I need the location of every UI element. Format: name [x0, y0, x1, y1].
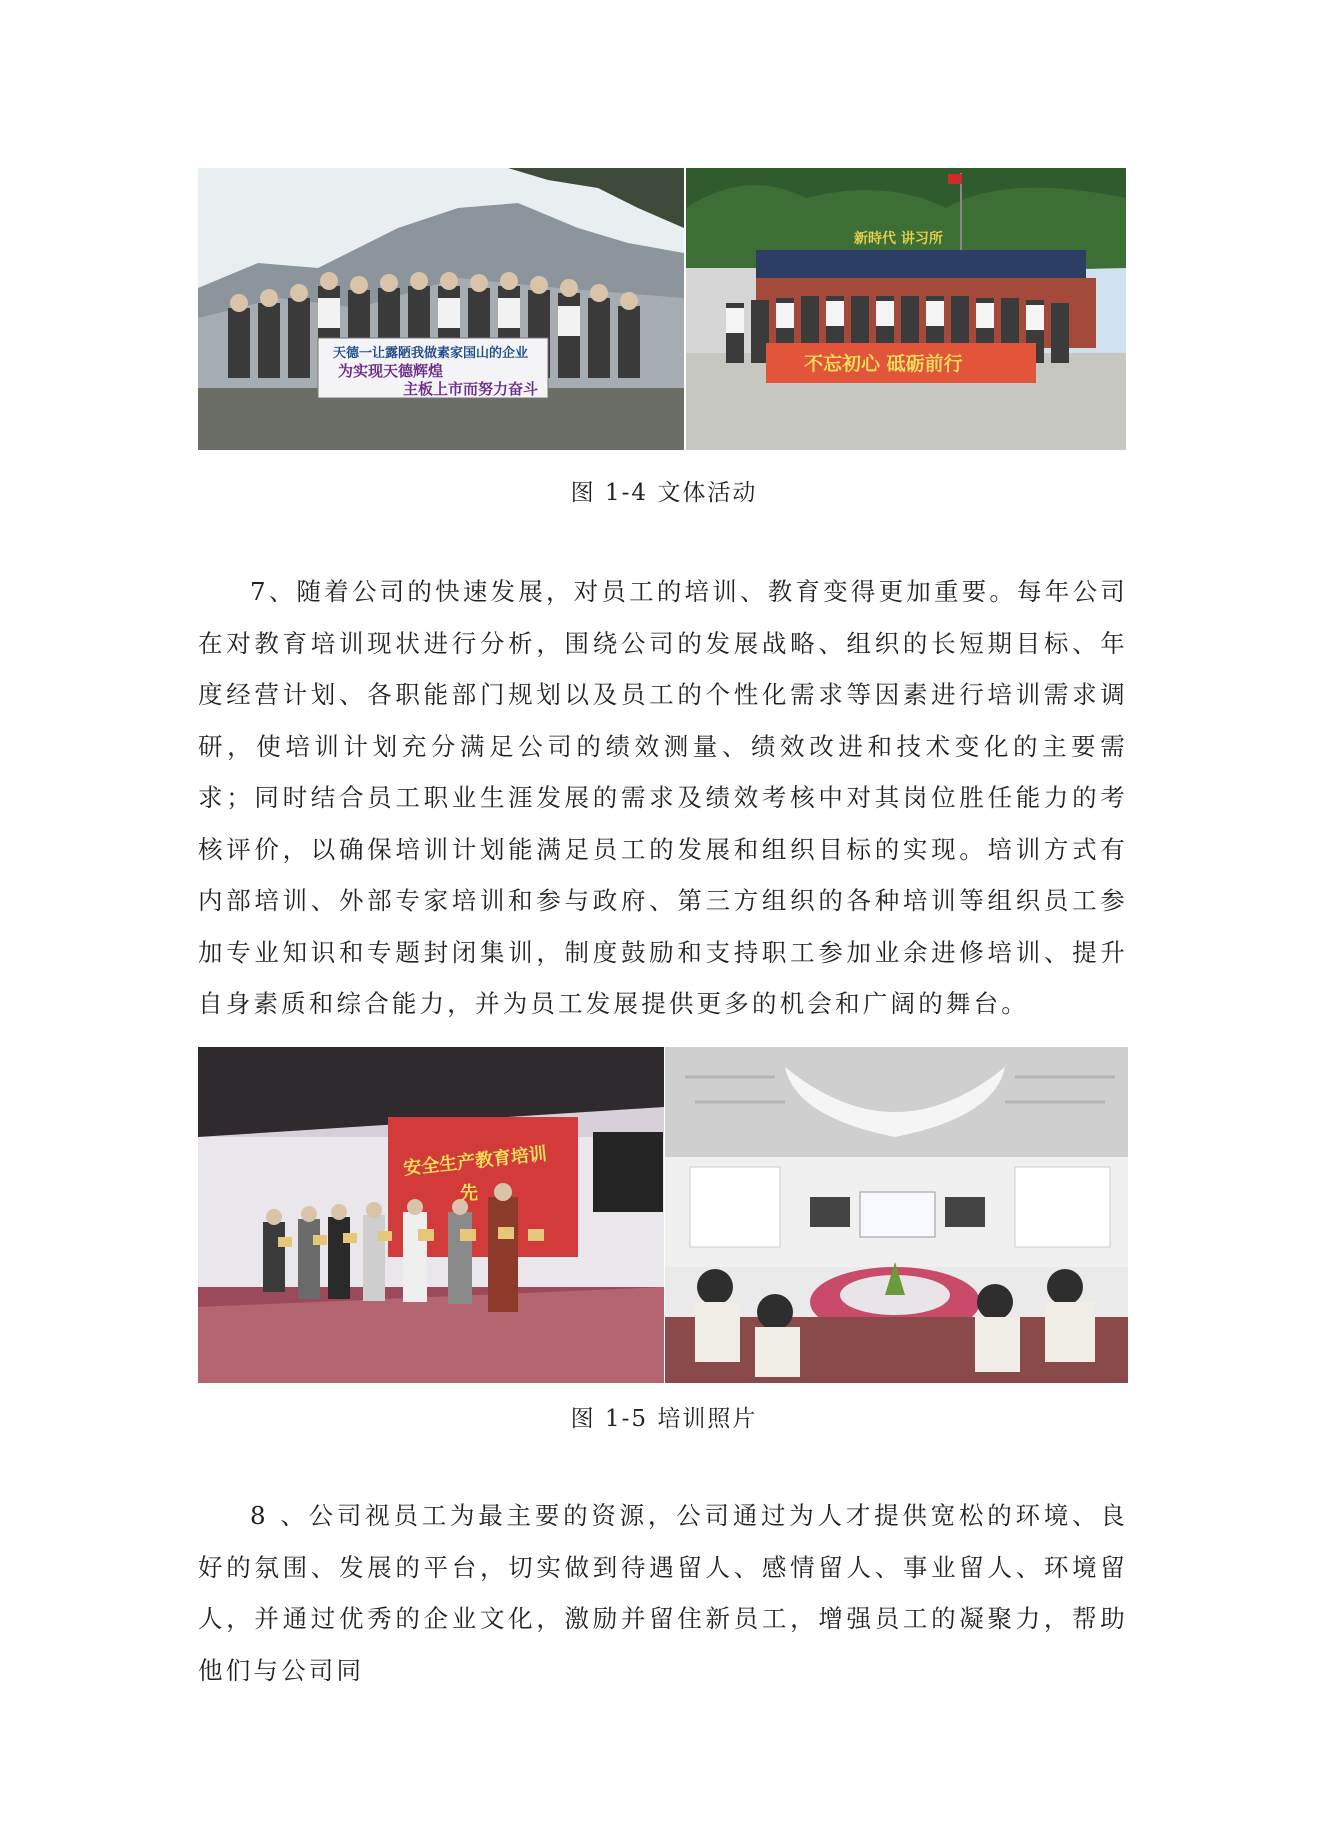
building-banner: 不忘初心 砥砺前行: [804, 353, 963, 375]
photo-training-award: [198, 1047, 664, 1383]
training-screen-line2: 先: [460, 1183, 478, 1204]
paragraph-8: [198, 1490, 1128, 1696]
building-sign: 新時代 讲习所: [854, 231, 943, 247]
paragraph-8-text: 8 、公司视员工为最主要的资源，公司通过为人才提供宽松的环境、良好的氛围、发展的平台，切实做到待遇留人、感情留人、事业留人、环境留人，并通过优秀的企业文化，激励并留住新员工，增强员工的凝聚力，帮助他们与公司同: [198, 1501, 1128, 1685]
outdoor-banner-line1: 天德一让露陋我做素家国山的企业: [333, 346, 529, 361]
training-screen-line1: 安全生产教育培训: [402, 1143, 548, 1180]
figure-1-5-caption: 图 1-5 培训照片: [570, 1406, 758, 1432]
outdoor-banner-line3: 主板上市而努力奋斗: [403, 380, 539, 398]
paragraph-7: [198, 566, 1128, 1030]
photo-building-group: [686, 168, 1126, 450]
paragraph-7-text: 7、随着公司的快速发展，对员工的培训、教育变得更加重要。每年公司在对教育培训现状进行分析，围绕公司的发展战略、组织的长短期目标、年度经营计划、各职能部门规划以及员工的个性化需求等因素进行培训需求调研，使培训计划充分满足公司的绩效测量、绩效改进和技术变化的主要需求；同时结合员工职业生涯发展的需求及绩效考核中对其岗位胜任能力的考核评价，以确保培训计划能满足员工的发展和组织目标的实现。培训方式有内部培训、外部专家培训和参与政府、第三方组织的各种培训等组织员工参加专业知识和专题封闭集训，制度鼓励和支持职工参加业余进修培训、提升自身素质和综合能力，并为员工发展提供更多的机会和广阔的舞台。: [198, 577, 1128, 1018]
outdoor-banner-line2: 为实现天德辉煌: [338, 362, 444, 380]
photo-training-meeting: [665, 1047, 1128, 1383]
photo-outdoor-group: [198, 168, 684, 450]
figure-1-4-caption: 图 1-4 文体活动: [570, 480, 758, 506]
